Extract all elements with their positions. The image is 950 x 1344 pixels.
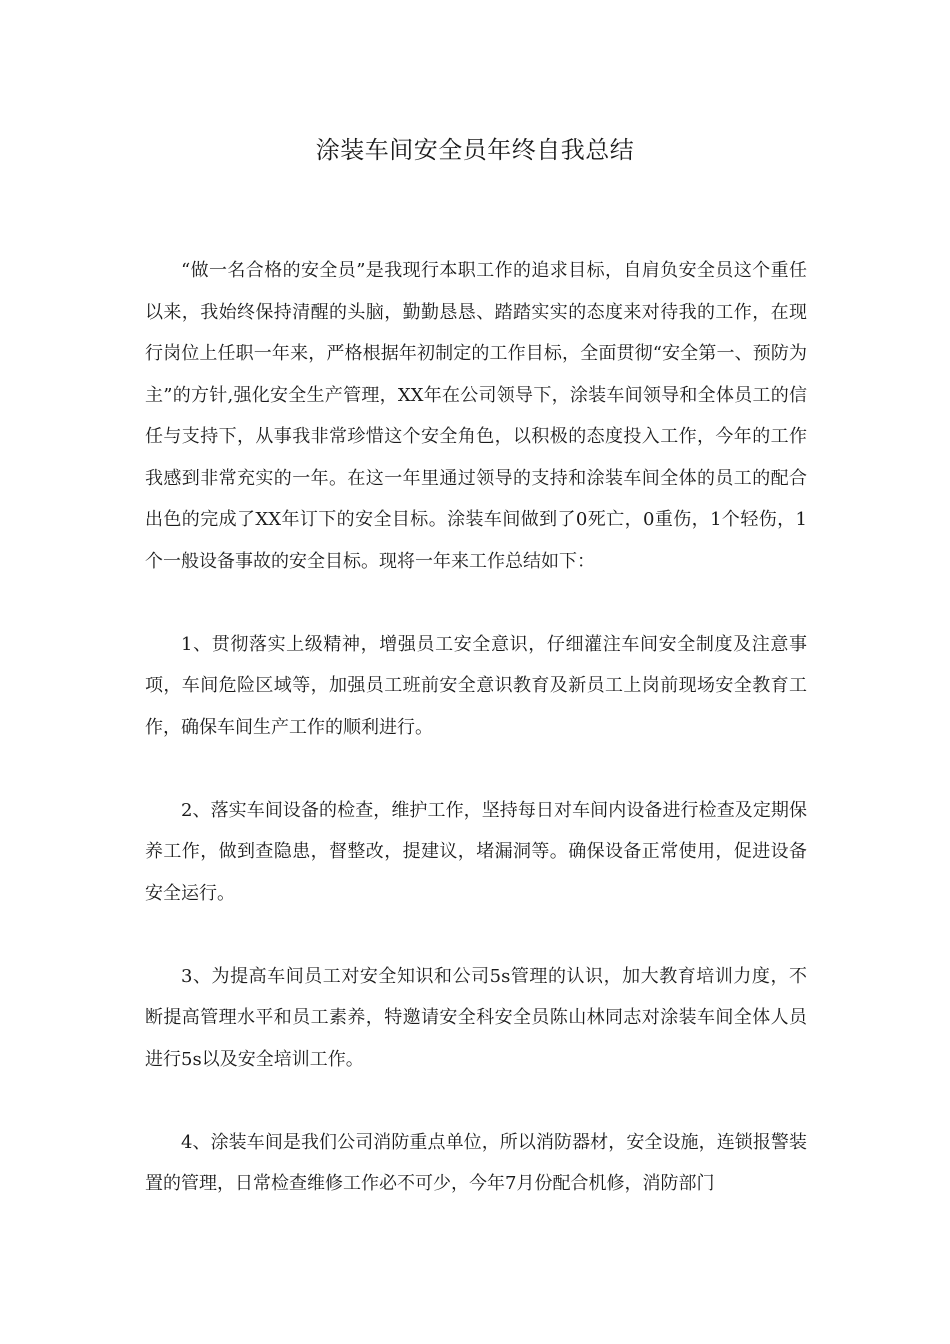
paragraph-item-1: 1、贯彻落实上级精神，增强员工安全意识，仔细灌注车间安全制度及注意事项，车间危险区域等，加强员工班前安全意识教育及新员工上岗前现场安全教育工作，确保车间生产工作的顺利进行。 (145, 633, 807, 738)
paragraph-intro: “做一名合格的安全员”是我现行本职工作的追求目标，自肩负安全员这个重任以来，我始终保持清醒的头脑，勤勤恳恳、踏踏实实的态度来对待我的工作，在现行岗位上任职一年来，严格根据年初制定的工作目标，全面贯彻“安全第一、预防为主”的方针,强化安全生产管理，XX年在公司领导下，涂装车间领导和全体员工的信任与支持下，从事我非常珍惜这个安全角色，以积极的态度投入工作，今年的工作我感到非常充实的一年。在这一年里通过领导的支持和涂装车间全体的员工的配合出色的完成了XX年订下的安全目标。涂装车间做到了0死亡，0重伤，1个轻伤，1个一般设备事故的安全目标。现将一年来工作总结如下： (145, 260, 807, 572)
document-body (145, 250, 807, 1246)
document-title: 涂装车间安全员年终自我总结 (315, 136, 635, 164)
paragraph-item-3: 3、为提高车间员工对安全知识和公司5s管理的认识，加大教育培训力度，不断提高管理水平和员工素养，特邀请安全科安全员陈山林同志对涂装车间全体人员进行5s以及安全培训工作。 (145, 965, 807, 1070)
paragraph-item-2: 2、落实车间设备的检查，维护工作，坚持每日对车间内设备进行检查及定期保养工作，做到查隐患，督整改，提建议，堵漏洞等。确保设备正常使用，促进设备安全运行。 (145, 799, 807, 904)
paragraph-item-4: 4、涂装车间是我们公司消防重点单位，所以消防器材，安全设施，连锁报警装置的管理，日常检查维修工作必不可少，今年7月份配合机修，消防部门 (145, 1131, 807, 1194)
